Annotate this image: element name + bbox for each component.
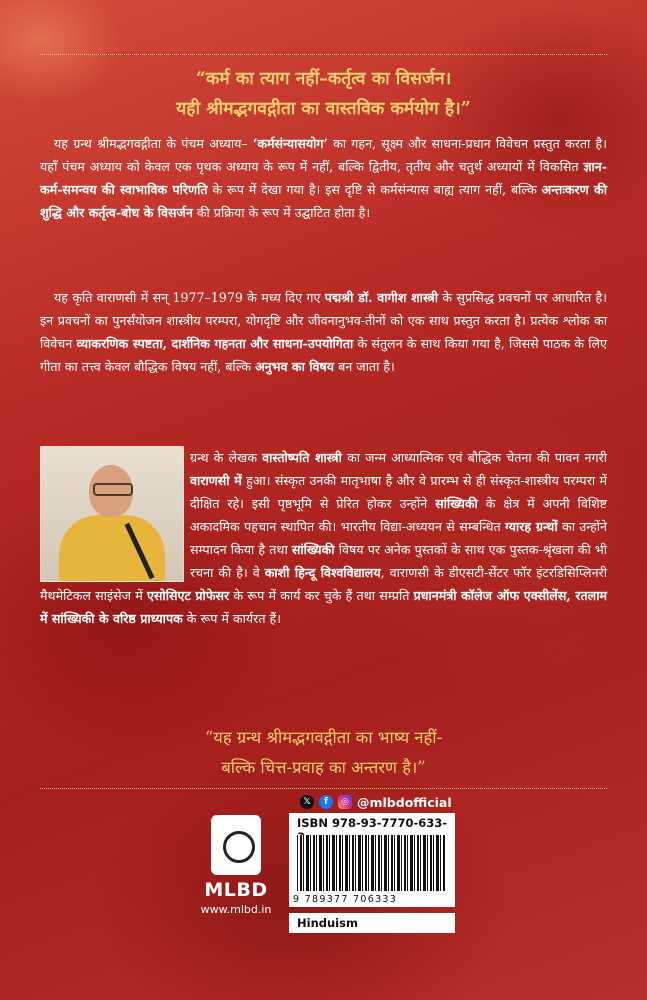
bold-run: ग्यारह ग्रन्थों	[505, 519, 558, 534]
bold-run: वाराणसी में	[190, 473, 242, 488]
text-run: के रूप में कार्य कर चुके हैं तथा सम्प्रति	[229, 588, 414, 603]
text-run: के क्षेत्र में अपनी विशिष्ट अकादमिक पहचान स्थापित की। भारतीय विद्या-अध्ययन से सम्बन्धित	[190, 496, 607, 534]
bold-run: ‘कर्मसंन्यासयोग’	[252, 136, 328, 151]
bold-run: अनुभव का विषय	[255, 359, 335, 374]
bold-run: पद्मश्री डॉ. वागीश शास्त्री	[324, 290, 439, 305]
mlbd-emblem-icon	[211, 815, 261, 875]
bottom-quote-line-1: “यह ग्रन्थ श्रीमद्भगवद्गीता का भाष्य नहीं-	[204, 728, 443, 747]
bottom-divider	[40, 788, 607, 789]
text-run: यह कृति वाराणसी में सन् 1977–1979 के मध्य दिए गए	[54, 290, 325, 305]
social-links	[300, 792, 452, 812]
bold-run: प्रधानमंत्री कॉलेज ऑफ एक्सीलेंस, रतलाम में सांख्यिकी के वरिष्ठ प्राध्यापक	[40, 588, 607, 626]
top-quote-line-2: यही श्रीमद्भगवद्गीता का वास्तविक कर्मयोग है।”	[176, 99, 471, 119]
top-divider	[40, 54, 607, 55]
bottom-quote-line-2: बल्कि चित्त-प्रवाह का अन्तरण है।”	[221, 758, 426, 777]
barcode-panel	[289, 813, 455, 907]
bold-run: सांख्यिकी	[435, 496, 478, 511]
author-section	[40, 446, 607, 630]
bold-run: वास्तोष्पति शास्त्री	[262, 450, 342, 465]
top-quote	[40, 64, 607, 124]
text-run: का जन्म आध्यात्मिक एवं बौद्धिक चेतना की पावन नगरी	[341, 450, 607, 465]
bold-run: काशी हिन्दू विश्वविद्यालय	[264, 565, 381, 580]
text-run: विषय पर अनेक पुस्तकों के साथ एक पुस्तक-श्रृंखला की भी रचना की है। वे	[190, 542, 607, 580]
bottom-quote	[40, 723, 607, 783]
author-photo	[40, 446, 184, 582]
facebook-icon[interactable]: f	[319, 795, 333, 809]
bold-run: एसोसिएट प्रोफेसर	[146, 588, 230, 603]
text-run: , वाराणसी के डीएसटी-सेंटर फॉर इंटरडिसिप्लिनरी मैथमेटिकल साइंसेज में	[40, 565, 607, 603]
x-icon[interactable]: 𝕏	[300, 795, 314, 809]
publisher-website[interactable]: www.mlbd.in	[200, 903, 272, 916]
barcode-icon	[297, 835, 445, 891]
text-run: यह ग्रन्थ श्रीमद्भगवद्गीता के पंचम अध्याय–	[54, 136, 253, 151]
text-run: के सुप्रसिद्ध प्रवचनों पर आधारित है। इन प्रवचनों का पुनर्संयोजन शास्त्रीय परम्परा, योगदृष्टि और जीवनानुभव-तीनों को एक साथ प्रस्तुत करता है। प्रत्येक श्लोक का विवेचन	[40, 290, 607, 351]
text-run: ग्रन्थ के लेखक	[190, 450, 263, 465]
photo-glasses-shape	[93, 483, 133, 496]
instagram-icon[interactable]: ◎	[338, 795, 352, 809]
text-run: के रूप में कार्यरत हैं।	[182, 611, 281, 626]
text-run: के रूप में देखा गया है। इस दृष्टि से कर्मसंन्यास बाह्य त्याग नहीं, बल्कि	[207, 182, 542, 197]
text-run: के संतुलन के साथ किया गया है, जिससे पाठक के लिए गीता का तत्त्व केवल बौद्धिक विषय नहीं, बल्कि	[40, 336, 607, 374]
top-quote-line-1: “कर्म का त्याग नहीं–कर्तृत्व का विसर्जन।	[195, 69, 452, 89]
bold-run: अन्तःकरण की शुद्धि और कर्तृत्व-बोध के विसर्जन	[40, 182, 607, 220]
text-run: की प्रक्रिया के रूप में उद्घाटित होता है।	[192, 205, 371, 220]
text-run: हुआ। संस्कृत उनकी मातृभाषा है और वे प्रारम्भ से ही संस्कृत-शास्त्रीय परम्परा में दीक्षित रहे। इसी पृष्ठभूमि से प्रेरित होकर उन्होंने	[190, 473, 607, 511]
barcode-digits: 9 789377 706333	[293, 894, 398, 905]
intro-paragraph	[40, 132, 607, 224]
social-handle[interactable]: @mlbdofficial	[357, 794, 452, 810]
text-run: का गहन, सूक्ष्म और साधना-प्रधान विवेचन प्रस्तुत करता है। यहाँ पंचम अध्याय को केवल एक पृथक अध्याय के रूप में नहीं, बल्कि द्वितीय, तृतीय और चतुर्थ अध्यायों में विकसित	[40, 136, 607, 174]
publisher-name: MLBD	[204, 879, 268, 901]
publisher-logo	[200, 815, 272, 916]
source-paragraph	[40, 286, 607, 378]
genre-label: Hinduism	[289, 913, 455, 933]
bold-run: ज्ञान-कर्म-समन्वय की स्वाभाविक परिणति	[40, 159, 607, 197]
bold-run: सांख्यिकी	[291, 542, 335, 557]
text-run: का उन्होंने सम्पादन किया है तथा	[190, 519, 608, 557]
bold-run: व्याकरणिक स्पष्टता, दार्शनिक गहनता और साधना-उपयोगिता	[76, 336, 354, 351]
isbn-label: ISBN 978-93-7770-633-	[297, 816, 448, 830]
text-run: बन जाता है।	[334, 359, 395, 374]
